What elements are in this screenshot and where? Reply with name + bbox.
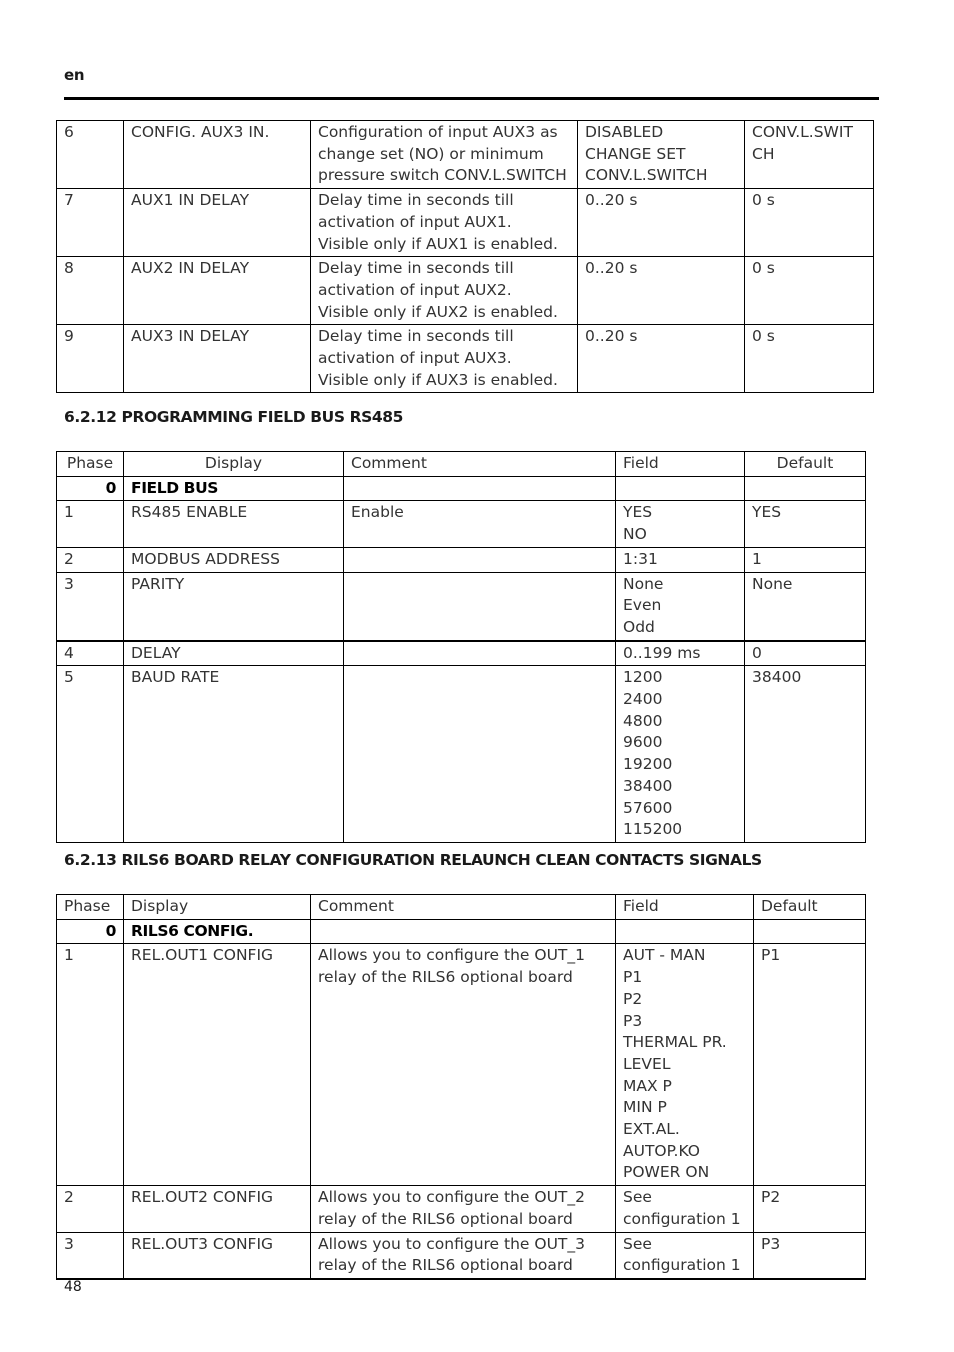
cell-default: 0 s — [745, 257, 874, 325]
cell-phase: 9 — [57, 325, 124, 393]
cell-field: 1:31 — [616, 547, 745, 572]
cell-default: 1 — [745, 547, 866, 572]
page-number: 48 — [64, 1279, 82, 1295]
table-row — [57, 189, 874, 257]
cell-comment — [344, 547, 616, 572]
cell-field: None Even Odd — [616, 572, 745, 641]
column-header-phase: Phase — [57, 452, 124, 477]
column-header-field: Field — [616, 452, 745, 477]
cell-default: 0 — [745, 641, 866, 666]
cell-display: PARITY — [124, 572, 344, 641]
cell-default: 0 s — [745, 325, 874, 393]
cell-display: MODBUS ADDRESS — [124, 547, 344, 572]
cell-display: FIELD BUS — [124, 476, 344, 501]
cell-phase: 0 — [57, 476, 124, 501]
column-header-default: Default — [745, 452, 866, 477]
table-row — [57, 944, 866, 1186]
cell-display: AUX1 IN DELAY — [124, 189, 311, 257]
cell-default: 0 s — [745, 189, 874, 257]
cell-comment: Allows you to configure the OUT_2 relay of the RILS6 optional board — [311, 1186, 616, 1232]
table-row — [57, 325, 874, 393]
table-row — [57, 666, 866, 843]
cell-phase: 1 — [57, 501, 124, 547]
cell-comment: Enable — [344, 501, 616, 547]
cell-default: None — [745, 572, 866, 641]
cell-field: 0..199 ms — [616, 641, 745, 666]
column-header-field: Field — [616, 895, 754, 920]
header-rule — [64, 97, 879, 100]
cell-display: RILS6 CONFIG. — [124, 919, 311, 944]
cell-default: YES — [745, 501, 866, 547]
cell-phase: 0 — [57, 919, 124, 944]
cell-comment: Configuration of input AUX3 as change set (NO) or minimum pressure switch CONV.L.SWITCH — [311, 121, 578, 189]
cell-field — [616, 476, 745, 501]
cell-field: YES NO — [616, 501, 745, 547]
cell-phase: 3 — [57, 572, 124, 641]
column-header-phase: Phase — [57, 895, 124, 920]
cell-display: DELAY — [124, 641, 344, 666]
column-header-default: Default — [754, 895, 866, 920]
cell-display: BAUD RATE — [124, 666, 344, 843]
cell-phase: 4 — [57, 641, 124, 666]
menu-title-row — [57, 919, 866, 944]
table-header-row — [57, 895, 866, 920]
cell-display: AUX2 IN DELAY — [124, 257, 311, 325]
aux-table — [56, 120, 874, 393]
cell-display: AUX3 IN DELAY — [124, 325, 311, 393]
cell-default — [754, 919, 866, 944]
cell-phase: 2 — [57, 547, 124, 572]
cell-default: CONV.L.SWIT CH — [745, 121, 874, 189]
cell-phase: 7 — [57, 189, 124, 257]
cell-field: 0..20 s — [578, 257, 745, 325]
cell-comment: Delay time in seconds till activation of input AUX1. Visible only if AUX1 is enabled. — [311, 189, 578, 257]
cell-display: RS485 ENABLE — [124, 501, 344, 547]
cell-comment — [344, 476, 616, 501]
cell-phase: 1 — [57, 944, 124, 1186]
cell-phase: 2 — [57, 1186, 124, 1232]
cell-phase: 8 — [57, 257, 124, 325]
cell-display: REL.OUT2 CONFIG — [124, 1186, 311, 1232]
cell-default: P2 — [754, 1186, 866, 1232]
column-header-comment: Comment — [311, 895, 616, 920]
section-heading-fieldbus: 6.2.12 PROGRAMMING FIELD BUS RS485 — [64, 408, 404, 426]
cell-field: See configuration 1 — [616, 1232, 754, 1279]
cell-default: P1 — [754, 944, 866, 1186]
cell-default — [745, 476, 866, 501]
cell-field: 0..20 s — [578, 325, 745, 393]
cell-phase: 6 — [57, 121, 124, 189]
table-header-row — [57, 452, 866, 477]
cell-display: REL.OUT3 CONFIG — [124, 1232, 311, 1279]
language-label: en — [64, 66, 85, 84]
cell-field: 0..20 s — [578, 189, 745, 257]
table-row — [57, 547, 866, 572]
column-header-comment: Comment — [344, 452, 616, 477]
table-row — [57, 1186, 866, 1232]
column-header-display: Display — [124, 452, 344, 477]
cell-field: DISABLED CHANGE SET CONV.L.SWITCH — [578, 121, 745, 189]
table-row — [57, 121, 874, 189]
cell-comment — [344, 641, 616, 666]
cell-phase: 3 — [57, 1232, 124, 1279]
column-header-display: Display — [124, 895, 311, 920]
cell-comment — [344, 666, 616, 843]
cell-display: CONFIG. AUX3 IN. — [124, 121, 311, 189]
fieldbus-table — [56, 451, 866, 843]
table-row — [57, 257, 874, 325]
cell-default: 38400 — [745, 666, 866, 843]
menu-title-row — [57, 476, 866, 501]
cell-field: 1200 2400 4800 9600 19200 38400 57600 115200 — [616, 666, 745, 843]
cell-field: See configuration 1 — [616, 1186, 754, 1232]
cell-phase: 5 — [57, 666, 124, 843]
cell-comment — [344, 572, 616, 641]
rils6-table — [56, 894, 866, 1280]
table-row — [57, 641, 866, 666]
table-row — [57, 501, 866, 547]
table-row — [57, 1232, 866, 1279]
cell-default: P3 — [754, 1232, 866, 1279]
cell-comment: Allows you to configure the OUT_3 relay of the RILS6 optional board — [311, 1232, 616, 1279]
section-heading-rils6: 6.2.13 RILS6 BOARD RELAY CONFIGURATION RELAUNCH CLEAN CONTACTS SIGNALS — [64, 851, 762, 869]
cell-comment: Delay time in seconds till activation of input AUX2. Visible only if AUX2 is enabled. — [311, 257, 578, 325]
table-row — [57, 572, 866, 641]
cell-comment — [311, 919, 616, 944]
cell-comment: Allows you to configure the OUT_1 relay of the RILS6 optional board — [311, 944, 616, 1186]
cell-comment: Delay time in seconds till activation of input AUX3. Visible only if AUX3 is enabled. — [311, 325, 578, 393]
cell-field — [616, 919, 754, 944]
cell-field: AUT - MAN P1 P2 P3 THERMAL PR. LEVEL MAX P MIN P EXT.AL. AUTOP.KO POWER ON — [616, 944, 754, 1186]
cell-display: REL.OUT1 CONFIG — [124, 944, 311, 1186]
